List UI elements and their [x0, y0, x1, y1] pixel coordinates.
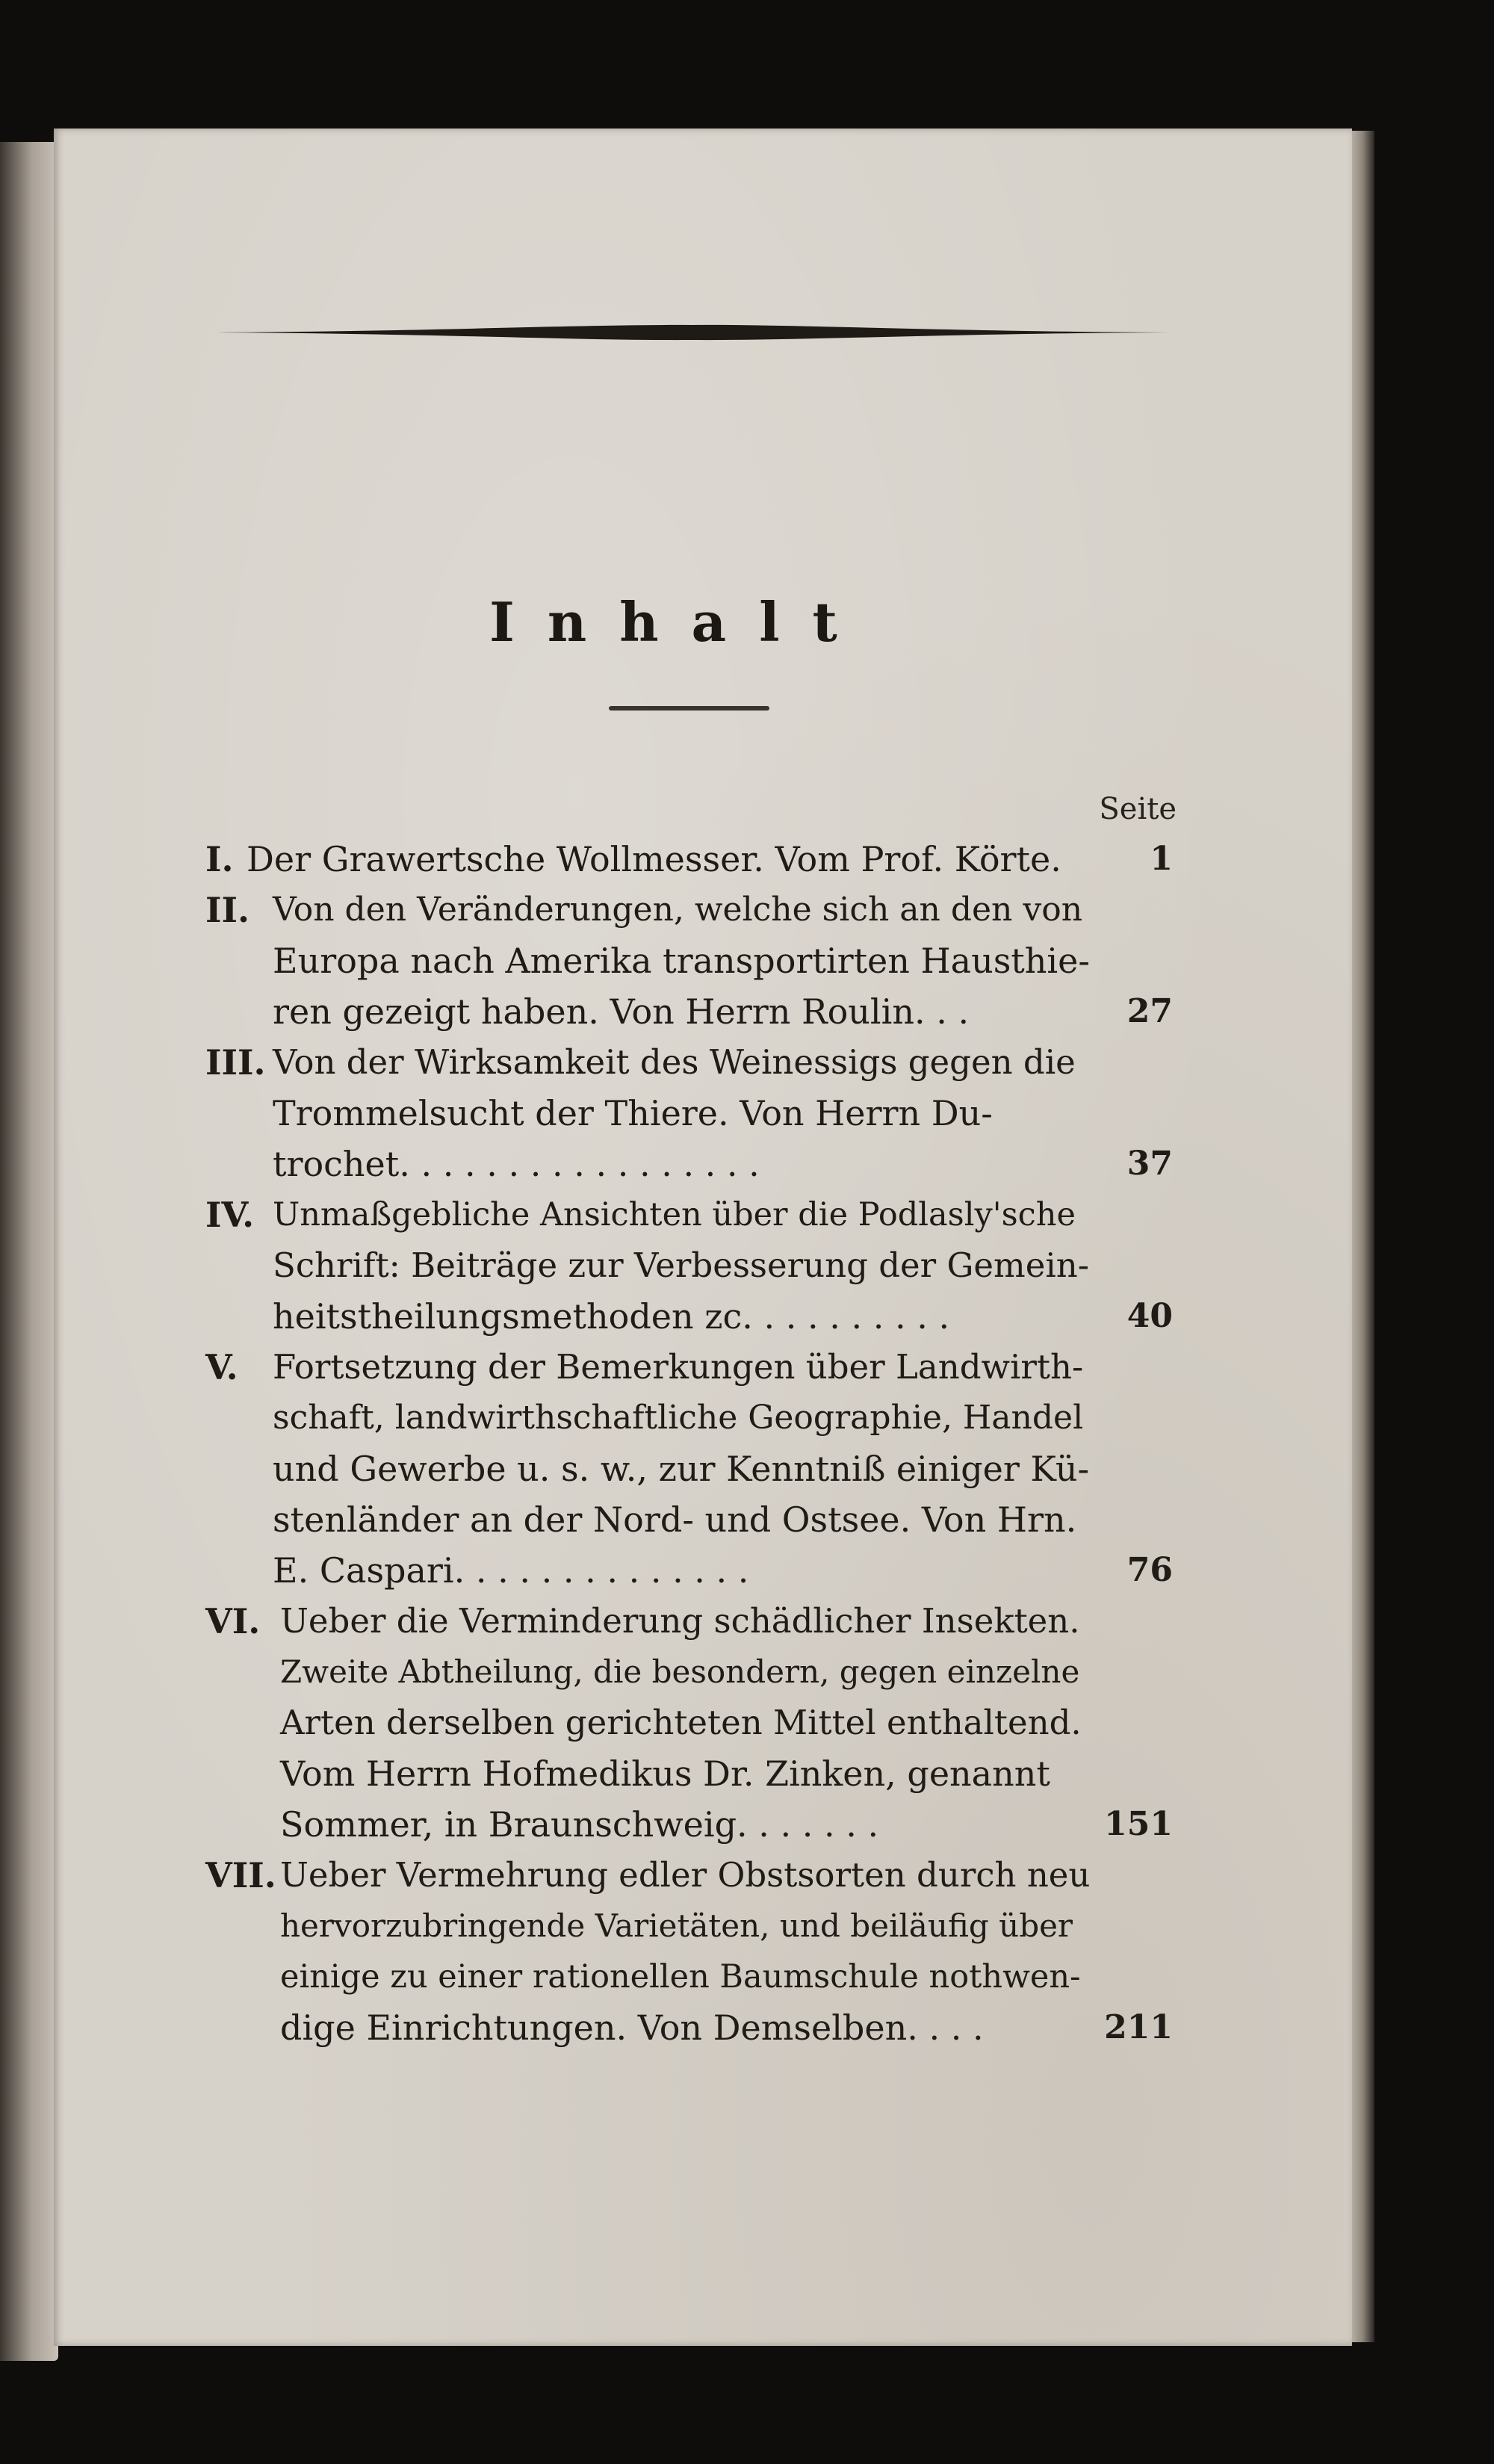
entry-page: 40	[1126, 1297, 1173, 1335]
entry-page: 37	[1126, 1145, 1173, 1183]
entry-page: 1	[1150, 840, 1173, 878]
entry-line: Trommelsucht der Thiere. Von Herrn Du-	[273, 1093, 993, 1133]
entry-line: dige Einrichtungen. Von Demselben. . . .	[280, 2008, 984, 2048]
entry-line: Ueber Vermehrung edler Obstsorten durch neu	[280, 1855, 1091, 1895]
entry-number: I.	[205, 839, 234, 879]
entry-line: hervorzubringende Varietäten, und beiläufig über	[280, 1907, 1073, 1944]
entry-line: Der Grawertsche Wollmesser. Vom Prof. Körte.	[247, 839, 1061, 879]
entry-page: 76	[1126, 1551, 1173, 1589]
entry-line: Zweite Abtheilung, die besondern, gegen einzelne	[280, 1653, 1080, 1690]
seite-label: Seite	[1099, 792, 1177, 826]
entry-line: trochet. . . . . . . . . . . . . . . . .	[273, 1144, 760, 1184]
entry-line: Arten derselben gerichteten Mittel enthaltend.	[280, 1703, 1082, 1742]
entry-number: VII.	[205, 1855, 276, 1895]
entry-line: Von der Wirksamkeit des Weinessigs gegen die	[273, 1042, 1076, 1082]
page-title: Inhalt	[489, 590, 870, 654]
entry-line: Von den Veränderungen, welche sich an den von	[273, 891, 1083, 929]
entry-page: 211	[1104, 2008, 1173, 2046]
entry-line: einige zu einer rationellen Baumschule nothwen-	[280, 1958, 1081, 1996]
entry-line: Schrift: Beiträge zur Verbesserung der Gemein-	[273, 1245, 1089, 1285]
entry-line: Europa nach Amerika transportirten Hausthie-	[273, 941, 1090, 981]
entry-page: 27	[1126, 992, 1173, 1030]
entry-line: Unmaßgebliche Ansichten über die Podlasly'sche	[273, 1196, 1076, 1233]
entry-line: Fortsetzung der Bemerkungen über Landwirth-	[273, 1347, 1084, 1387]
entry-line: ren gezeigt haben. Von Herrn Roulin. . .	[273, 991, 970, 1032]
entry-line: Sommer, in Braunschweig. . . . . . .	[280, 1804, 879, 1845]
entry-number: V.	[205, 1347, 238, 1387]
entry-number: IV.	[205, 1195, 255, 1235]
entry-line: E. Caspari. . . . . . . . . . . . . .	[273, 1550, 749, 1591]
entry-number: VI.	[205, 1601, 261, 1641]
entry-line: heitstheilungsmethoden zc. . . . . . . . . .	[273, 1296, 950, 1337]
entry-line: und Gewerbe u. s. w., zur Kenntniß einiger Kü-	[273, 1449, 1089, 1489]
entry-page: 151	[1104, 1805, 1173, 1843]
entry-line: Ueber die Verminderung schädlicher Insekten.	[280, 1601, 1080, 1641]
entry-line: Vom Herrn Hofmedikus Dr. Zinken, genannt	[280, 1753, 1050, 1794]
entry-number: II.	[205, 890, 250, 930]
entry-number: III.	[205, 1042, 266, 1083]
entry-line: schaft, landwirthschaftliche Geographie, Handel	[273, 1399, 1084, 1437]
entry-line: stenländer an der Nord- und Ostsee. Von Hrn.	[273, 1499, 1077, 1540]
